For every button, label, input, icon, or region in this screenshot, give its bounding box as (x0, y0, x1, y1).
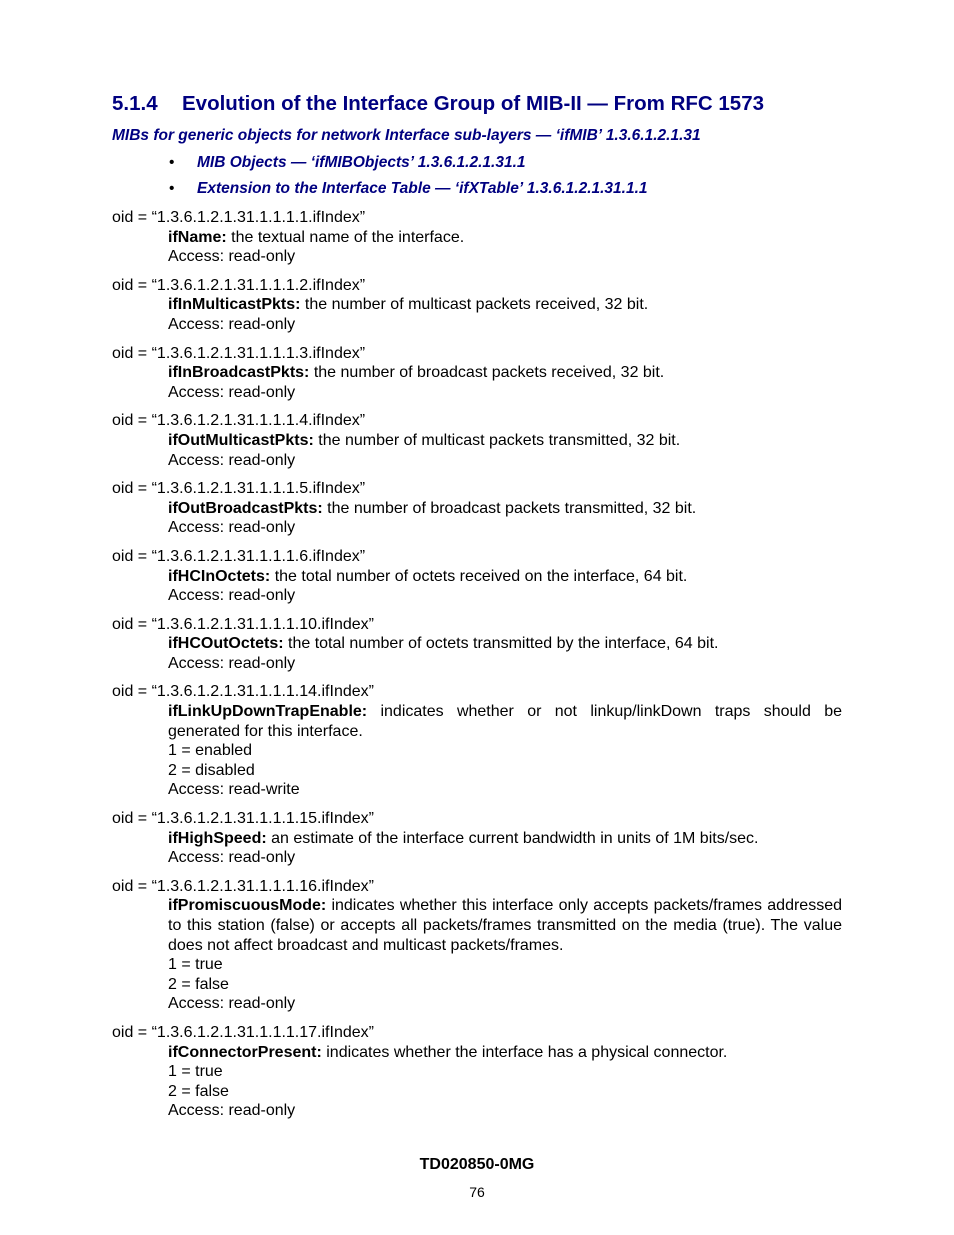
oid-entry-list (112, 208, 842, 1130)
oid-line: oid = “1.3.6.1.2.1.31.1.1.1.4.ifIndex” (112, 412, 366, 430)
bullet-icon: • (169, 154, 175, 171)
object-description-text: the number of broadcast packets transmitted, 32 bit. (327, 499, 697, 517)
access-mode: Access: read-only (168, 519, 296, 537)
object-description-text: the number of multicast packets received, 32 bit. (304, 296, 649, 314)
object-name: ifConnectorPresent: (168, 1043, 322, 1061)
object-description (168, 499, 842, 519)
oid-entry (112, 479, 842, 538)
access-mode: Access: read-only (168, 451, 296, 469)
value-option: 1 = true (168, 1063, 223, 1081)
object-description-text: the number of broadcast packets received, 32 bit. (313, 364, 665, 382)
object-description (168, 634, 842, 654)
object-description (168, 702, 842, 741)
object-description (168, 228, 842, 248)
oid-entry-body (168, 228, 842, 267)
object-description-text: an estimate of the interface current bandwidth in units of 1M bits/sec. (271, 829, 759, 847)
oid-entry-body (168, 1043, 842, 1121)
access-mode: Access: read-write (168, 781, 300, 799)
object-description-text: indicates whether the interface has a physical connector. (326, 1043, 728, 1061)
object-description (168, 431, 842, 451)
object-name: ifHCOutOctets: (168, 635, 284, 653)
page-number: 76 (469, 1184, 485, 1200)
oid-entry-body (168, 634, 842, 673)
object-name: ifOutMulticastPkts: (168, 431, 314, 449)
section-heading (112, 92, 764, 116)
oid-entry (112, 615, 842, 674)
object-name: ifOutBroadcastPkts: (168, 499, 323, 517)
bullet-text: MIB Objects — ‘ifMIBObjects’ 1.3.6.1.2.1.31.1 (197, 154, 526, 171)
value-option: 2 = disabled (168, 761, 255, 779)
object-description-text: the number of multicast packets transmitted, 32 bit. (318, 431, 681, 449)
value-option: 1 = true (168, 956, 223, 974)
value-option: 1 = enabled (168, 742, 253, 760)
oid-line: oid = “1.3.6.1.2.1.31.1.1.1.15.ifIndex” (112, 810, 374, 828)
object-name: ifPromiscuousMode: (168, 897, 327, 915)
access-mode: Access: read-only (168, 849, 296, 867)
bullet-icon: • (169, 180, 175, 197)
access-mode: Access: read-only (168, 315, 296, 333)
oid-line: oid = “1.3.6.1.2.1.31.1.1.1.16.ifIndex” (112, 877, 374, 895)
object-description (168, 363, 842, 383)
object-name: ifInMulticastPkts: (168, 296, 301, 314)
oid-line: oid = “1.3.6.1.2.1.31.1.1.1.3.ifIndex” (112, 344, 366, 362)
oid-entry-body (168, 499, 842, 538)
oid-entry (112, 682, 842, 800)
object-name: ifHCInOctets: (168, 567, 271, 585)
oid-entry (112, 411, 842, 470)
object-description (168, 896, 842, 955)
section-number: 5.1.4 (112, 92, 158, 115)
object-name: ifLinkUpDownTrapEnable: (168, 703, 368, 721)
oid-entry-body (168, 363, 842, 402)
oid-entry-body (168, 829, 842, 868)
bullet-item (112, 179, 648, 205)
bullet-item (112, 153, 648, 179)
oid-entry-body (168, 567, 842, 606)
oid-line: oid = “1.3.6.1.2.1.31.1.1.1.6.ifIndex” (112, 547, 366, 565)
object-description-text: the total number of octets transmitted by the interface, 64 bit. (288, 635, 719, 653)
document-id: TD020850-0MG (419, 1156, 535, 1173)
object-name: ifHighSpeed: (168, 829, 267, 847)
oid-entry (112, 877, 842, 1014)
object-description (168, 829, 842, 849)
oid-entry-body (168, 431, 842, 470)
object-description-text: indicates whether or not linkup/linkDown traps should be generated for this interface. (168, 703, 842, 740)
oid-entry (112, 1023, 842, 1121)
value-option: 2 = false (168, 1082, 229, 1100)
oid-line: oid = “1.3.6.1.2.1.31.1.1.1.5.ifIndex” (112, 480, 366, 498)
oid-entry (112, 208, 842, 267)
access-mode: Access: read-only (168, 654, 296, 672)
oid-line: oid = “1.3.6.1.2.1.31.1.1.1.14.ifIndex” (112, 683, 374, 701)
value-option: 2 = false (168, 975, 229, 993)
object-description-text: the total number of octets received on the interface, 64 bit. (274, 567, 688, 585)
oid-line: oid = “1.3.6.1.2.1.31.1.1.1.17.ifIndex” (112, 1023, 374, 1041)
bullet-text: Extension to the Interface Table — ‘ifXTable’ 1.3.6.1.2.1.31.1.1 (197, 180, 648, 197)
oid-entry (112, 809, 842, 868)
oid-entry-body (168, 896, 842, 1014)
oid-entry-body (168, 702, 842, 800)
section-title: Evolution of the Interface Group of MIB-II — From RFC 1573 (182, 92, 765, 115)
object-name: ifInBroadcastPkts: (168, 364, 310, 382)
access-mode: Access: read-only (168, 995, 296, 1013)
oid-entry (112, 276, 842, 335)
access-mode: Access: read-only (168, 383, 296, 401)
object-description-text: the textual name of the interface. (231, 228, 465, 246)
object-description (168, 295, 842, 315)
object-description-text: indicates whether this interface only accepts packets/frames addressed to this station (false) or accepts all packets/frames transmitted on the media (true). The value does not affect broadcast and multicast packets/frames. (168, 897, 842, 954)
object-description (168, 567, 842, 587)
oid-line: oid = “1.3.6.1.2.1.31.1.1.1.2.ifIndex” (112, 276, 366, 294)
oid-entry (112, 344, 842, 403)
object-description (168, 1043, 842, 1063)
bullet-list (112, 153, 648, 205)
oid-line: oid = “1.3.6.1.2.1.31.1.1.1.1.ifIndex” (112, 209, 366, 226)
oid-entry (112, 547, 842, 606)
subheading: MIBs for generic objects for network Interface sub-layers — ‘ifMIB’ 1.3.6.1.2.1.31 (112, 127, 701, 144)
access-mode: Access: read-only (168, 1102, 296, 1120)
oid-entry-body (168, 295, 842, 334)
object-name: ifName: (168, 228, 227, 246)
access-mode: Access: read-only (168, 587, 296, 605)
access-mode: Access: read-only (168, 248, 296, 266)
oid-line: oid = “1.3.6.1.2.1.31.1.1.1.10.ifIndex” (112, 615, 374, 633)
